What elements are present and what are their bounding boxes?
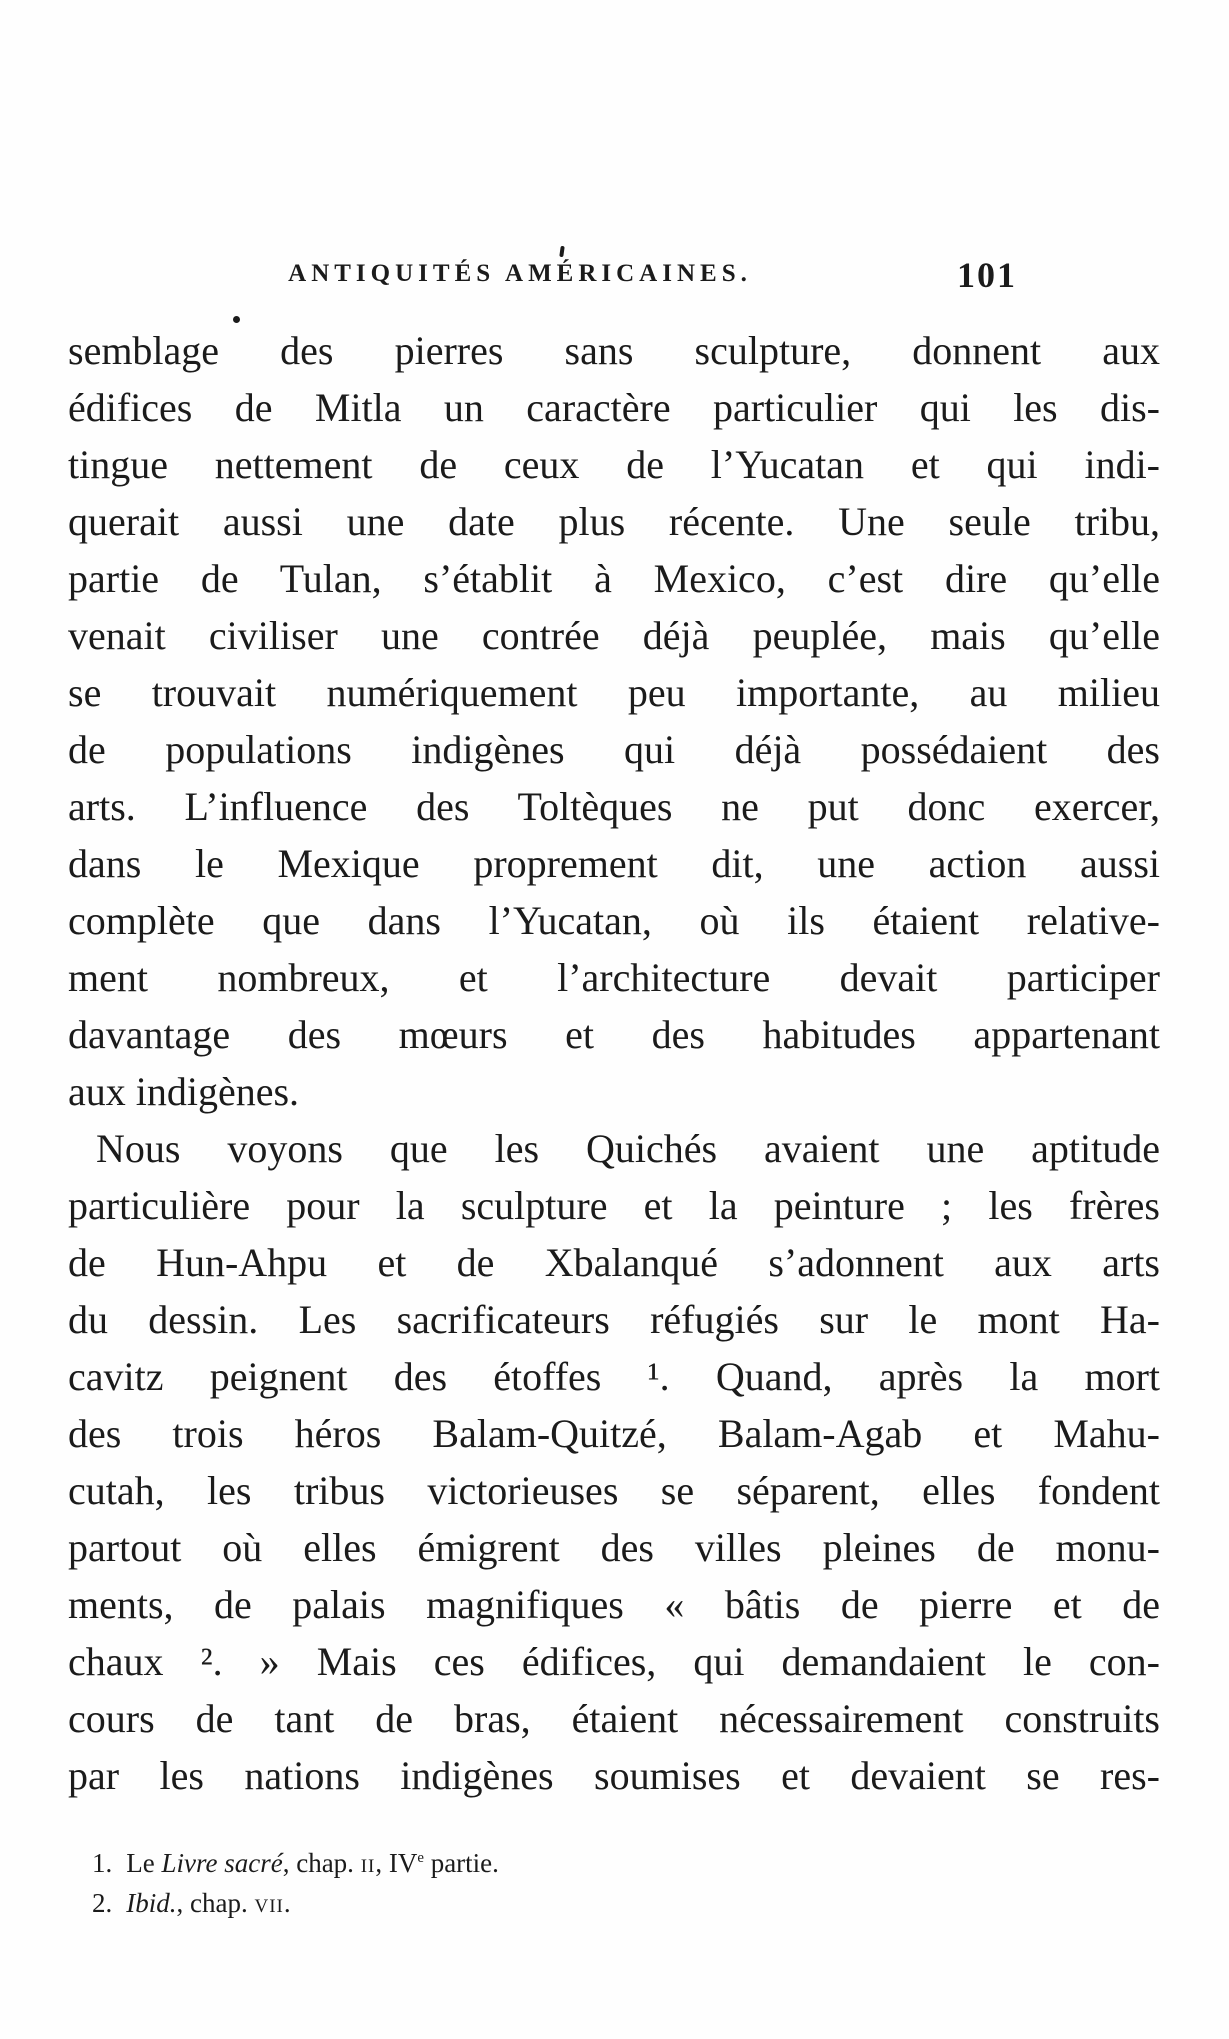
text-line: tingue nettement de ceux de l’Yucatan et qui indi-	[68, 442, 1160, 487]
text-line: arts. L’influence des Toltèques ne put donc exercer,	[68, 784, 1160, 829]
text-line: de Hun-Ahpu et de Xbalanqué s’adonnent aux arts	[68, 1240, 1160, 1285]
footnote-text: , chap.	[176, 1888, 255, 1918]
text-line: particulière pour la sculpture et la peinture ; les frères	[68, 1183, 1160, 1228]
text-line: chaux ². » Mais ces édifices, qui demandaient le con-	[68, 1639, 1160, 1684]
text-line: se trouvait numériquement peu importante, au milieu	[68, 670, 1160, 715]
text-line: complète que dans l’Yucatan, où ils étaient relative-	[68, 898, 1160, 943]
running-header-title: ANTIQUITÉS AMÉRICAINES.	[288, 260, 752, 287]
body-text	[68, 322, 1160, 1804]
text-line: dans le Mexique proprement dit, une action aussi	[68, 841, 1160, 886]
text-line: aux indigènes.	[68, 1069, 300, 1114]
footnote	[92, 1843, 499, 1883]
paragraph	[68, 322, 1160, 1120]
page-number: 101	[957, 255, 1017, 295]
text-line: partie de Tulan, s’établit à Mexico, c’est dire qu’elle	[68, 556, 1160, 601]
text-line: cours de tant de bras, étaient nécessairement construits	[68, 1696, 1160, 1741]
text-line: des trois héros Balam-Quitzé, Balam-Agab et Mahu-	[68, 1411, 1160, 1456]
footnote-text: partie.	[423, 1848, 499, 1878]
footnote-book-title: Livre sacré	[161, 1848, 283, 1878]
footnote-text: , IV	[375, 1848, 418, 1878]
footnote-text: , chap.	[282, 1848, 361, 1878]
text-line: édifices de Mitla un caractère particulier qui les dis-	[68, 385, 1160, 430]
footnote-text: .	[283, 1888, 291, 1918]
text-line: par les nations indigènes soumises et devaient se res-	[68, 1753, 1160, 1798]
text-line: du dessin. Les sacrificateurs réfugiés sur le mont Ha-	[68, 1297, 1160, 1342]
footnote-book-title: Ibid.	[126, 1888, 177, 1918]
text-line: de populations indigènes qui déjà possédaient des	[68, 727, 1160, 772]
text-line: cavitz peignent des étoffes ¹. Quand, après la mort	[68, 1354, 1160, 1399]
text-line: davantage des mœurs et des habitudes appartenant	[68, 1012, 1160, 1057]
footnote-chapter-numeral: vii	[254, 1888, 284, 1918]
text-line: ment nombreux, et l’architecture devait participer	[68, 955, 1160, 1000]
footnote-marker: 2.	[92, 1888, 113, 1918]
text-line: Nous voyons que les Quichés avaient une aptitude	[96, 1126, 1160, 1171]
text-line: semblage des pierres sans sculpture, donnent aux	[68, 328, 1160, 373]
text-line: querait aussi une date plus récente. Une seule tribu,	[68, 499, 1160, 544]
footnote-chapter-numeral: ii	[360, 1848, 376, 1878]
footnote-text: Le	[126, 1848, 162, 1878]
text-line: venait civiliser une contrée déjà peuplée, mais qu’elle	[68, 613, 1160, 658]
text-line: cutah, les tribus victorieuses se séparent, elles fondent	[68, 1468, 1160, 1513]
paragraph	[68, 1120, 1160, 1804]
footnote	[92, 1883, 499, 1923]
scan-artifact	[559, 246, 564, 257]
text-line: partout où elles émigrent des villes pleines de monu-	[68, 1525, 1160, 1570]
text-line: ments, de palais magnifiques « bâtis de pierre et de	[68, 1582, 1160, 1627]
footnotes	[92, 1843, 499, 1923]
footnote-superscript: e	[417, 1850, 424, 1866]
footnote-marker: 1.	[92, 1848, 113, 1878]
